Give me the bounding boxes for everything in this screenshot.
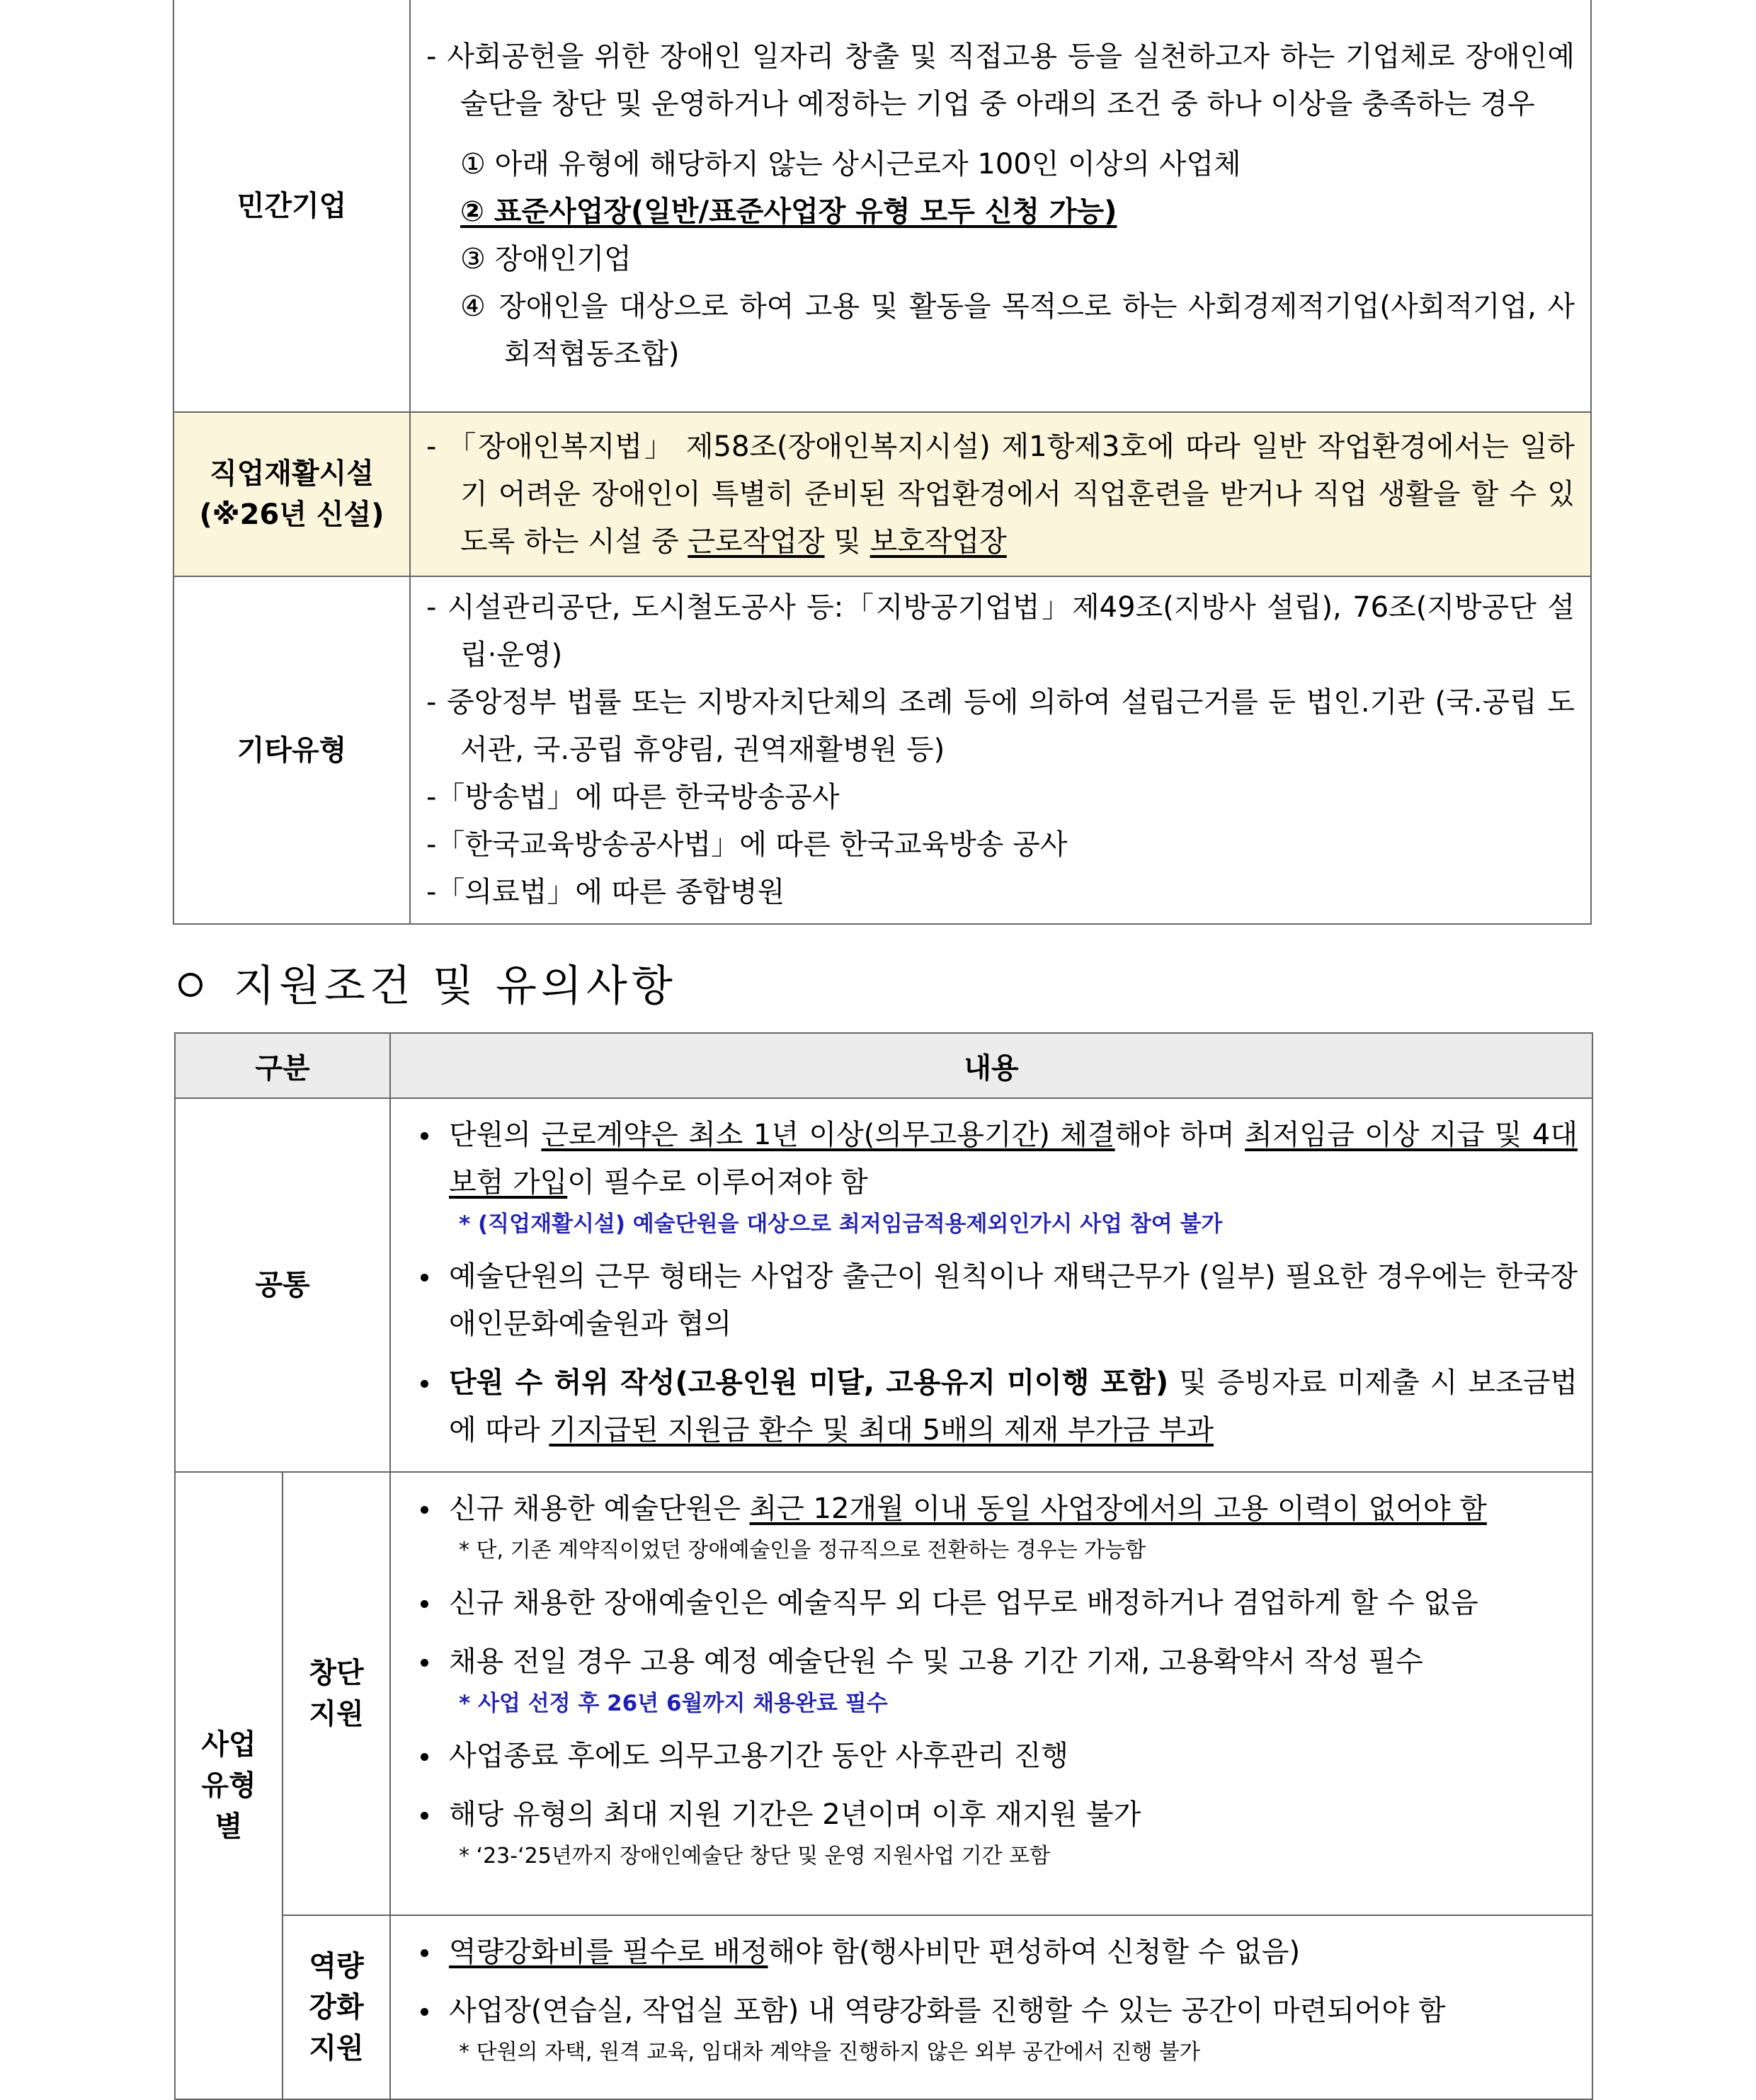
- other-type-item: - 시설관리공단, 도시철도공사 등:「지방공기업법」제49조(지방사 설립), 76조(지방공단 설립·운영): [426, 591, 1575, 671]
- founding-bullet-max-period: 해당 유형의 최대 지원 기간은 2년이며 이후 재지원 불가: [406, 1791, 1578, 1839]
- capacity-bullet-budget: 역량강화비를 필수로 배정해야 함(행사비만 편성하여 신청할 수 없음): [406, 1929, 1578, 1976]
- row-other-types: [173, 576, 1591, 924]
- category-other-types: 기타유형: [173, 576, 410, 924]
- founding-bullet-duty: 신규 채용한 장애예술인은 예술직무 외 다른 업무로 배정하거나 겸업하게 할 수 없음: [406, 1580, 1578, 1627]
- vocational-type-work-center: 근로작업장: [688, 525, 825, 558]
- founding-note-conversion: * 단, 기존 계약직이었던 장애예술인을 정규직으로 전환하는 경우는 가능함: [459, 1538, 1146, 1563]
- founding-content: [390, 1472, 1592, 1915]
- common-bullet-work-type: 예술단원의 근무 형태는 사업장 출근이 원칙이나 재택근무가 (일부) 필요한 경우에는 한국장애인문화예술원과 협의: [406, 1253, 1578, 1348]
- header-category: 구분: [175, 1033, 390, 1098]
- penalty-clause: 기지급된 지원금 환수 및 최대 5배의 제재 부가금 부과: [549, 1414, 1214, 1446]
- other-type-item: -「방송법」에 따른 한국방송공사: [426, 781, 840, 814]
- condition-2: ② 표준사업장(일반/표준사업장 유형 모두 신청 가능): [460, 195, 1117, 228]
- category-vocational-facility: [173, 412, 410, 576]
- other-type-item: -「의료법」에 따른 종합병원: [426, 876, 785, 908]
- vocational-type-protected-workshop: 보호작업장: [870, 525, 1007, 558]
- row-private-company: [173, 0, 1591, 412]
- header-content: 내용: [390, 1033, 1592, 1098]
- conditions-table: [174, 1032, 1593, 2100]
- other-type-item: -「한국교육방송공사법」에 따른 한국교육방송 공사: [426, 828, 1068, 861]
- vocational-conj: 및: [824, 525, 870, 558]
- row-capacity-support: [175, 1915, 1592, 2099]
- common-content: [390, 1098, 1592, 1472]
- founding-note-period: * ‘23-‘25년까지 장애인예술단 창단 및 운영 지원사업 기간 포함: [459, 1844, 1051, 1868]
- founding-bullet-pre-hire: 채용 전일 경우 고용 예정 예술단원 수 및 고용 기간 기재, 고용확약서 작성 필수: [406, 1638, 1578, 1686]
- vocational-facility-content: [410, 412, 1591, 576]
- hollow-circle-bullet-icon: [178, 973, 203, 997]
- capacity-note-space: * 단원의 자택, 원격 교육, 임대차 계약을 진행하지 않은 외부 공간에서 진행 불가: [459, 2040, 1200, 2065]
- category-by-type: 사업 유형 별: [175, 1472, 283, 2099]
- common-note-vocational: * (직업재활시설) 예술단원을 대상으로 최저임금적용제외인가시 사업 참여 불가: [459, 1211, 1223, 1237]
- founding-bullet-aftercare: 사업종료 후에도 의무고용기간 동안 사후관리 진행: [406, 1733, 1578, 1780]
- founding-note-deadline: * 사업 선정 후 26년 6월까지 채용완료 필수: [459, 1691, 888, 1716]
- condition-1: ① 아래 유형에 해당하지 않는 상시근로자 100인 이상의 사업체: [460, 148, 1241, 181]
- capacity-budget-rule: 역량강화비를 필수로 배정: [449, 1936, 768, 1968]
- wage-insurance-requirement: 최저임금 이상 지급 및 4대보험 가입: [449, 1119, 1578, 1199]
- section-heading: [178, 958, 677, 1015]
- other-type-item: - 중앙정부 법률 또는 지방자치단체의 조례 등에 의하여 설립근거를 둔 법인.기관 (국.공립 도서관, 국.공립 휴양림, 권역재활병원 등): [426, 686, 1575, 766]
- vocational-description: - 「장애인복지법」 제58조(장애인복지시설) 제1항제3호에 따라 일반 작업환경에서는 일하기 어려운 장애인이 특별히 준비된 작업환경에서 직업훈련을 받거나 직업 생활을 할 수 있도록 하는 시설 중: [426, 430, 1575, 558]
- employment-history-rule: 최근 12개월 이내 동일 사업장에서의 고용 이력이 없어야 함: [749, 1493, 1487, 1525]
- condition-3: ③ 장애인기업: [460, 243, 632, 275]
- capacity-bullet-space: 사업장(연습실, 작업실 포함) 내 역량강화를 진행할 수 있는 공간이 마련되어야 함: [406, 1987, 1578, 2035]
- capacity-content: [390, 1915, 1592, 2099]
- contract-requirement: 근로계약은 최소 1년 이상(의무고용기간) 체결: [541, 1119, 1115, 1151]
- section-heading-text: 지원조건 및 유의사항: [234, 961, 677, 1011]
- subcategory-founding: 창단 지원: [283, 1472, 390, 1915]
- eligibility-table: [173, 0, 1592, 925]
- other-types-content: [410, 576, 1591, 924]
- category-common: 공통: [175, 1098, 390, 1472]
- row-vocational-facility: [173, 412, 1591, 576]
- table-header-row: [175, 1033, 1592, 1098]
- row-common: [175, 1098, 1592, 1472]
- category-private-company: 민간기업: [173, 0, 410, 412]
- category-vocational-line1: 직업재활시설: [210, 457, 374, 490]
- false-report-warning: 단원 수 허위 작성(고용인원 미달, 고용유지 미이행 포함): [449, 1366, 1169, 1399]
- condition-4: ④ 장애인을 대상으로 하여 고용 및 활동을 목적으로 하는 사회경제적기업(사회적기업, 사회적협동조합): [460, 290, 1575, 370]
- private-company-intro: - 사회공헌을 위한 장애인 일자리 창출 및 직접고용 등을 실천하고자 하는 기업체로 장애인예술단을 창단 및 운영하거나 예정하는 기업 중 아래의 조건 중 하나 이상을 충족하는 경우: [426, 40, 1575, 120]
- common-bullet-penalty: 단원 수 허위 작성(고용인원 미달, 고용유지 미이행 포함) 및 증빙자료 미제출 시 보조금법에 따라 기지급된 지원금 환수 및 최대 5배의 제재 부가금 부과: [406, 1359, 1578, 1454]
- founding-bullet-history: 신규 채용한 예술단원은 최근 12개월 이내 동일 사업장에서의 고용 이력이 없어야 함: [406, 1485, 1578, 1533]
- private-company-content: [410, 0, 1591, 412]
- row-founding-support: [175, 1472, 1592, 1915]
- common-bullet-contract: 단원의 근로계약은 최소 1년 이상(의무고용기간) 체결해야 하며 최저임금 이상 지급 및 4대보험 가입이 필수로 이루어져야 함: [406, 1112, 1578, 1206]
- subcategory-capacity: 역량 강화 지원: [283, 1915, 390, 2099]
- category-vocational-line2: (※26년 신설): [199, 498, 384, 531]
